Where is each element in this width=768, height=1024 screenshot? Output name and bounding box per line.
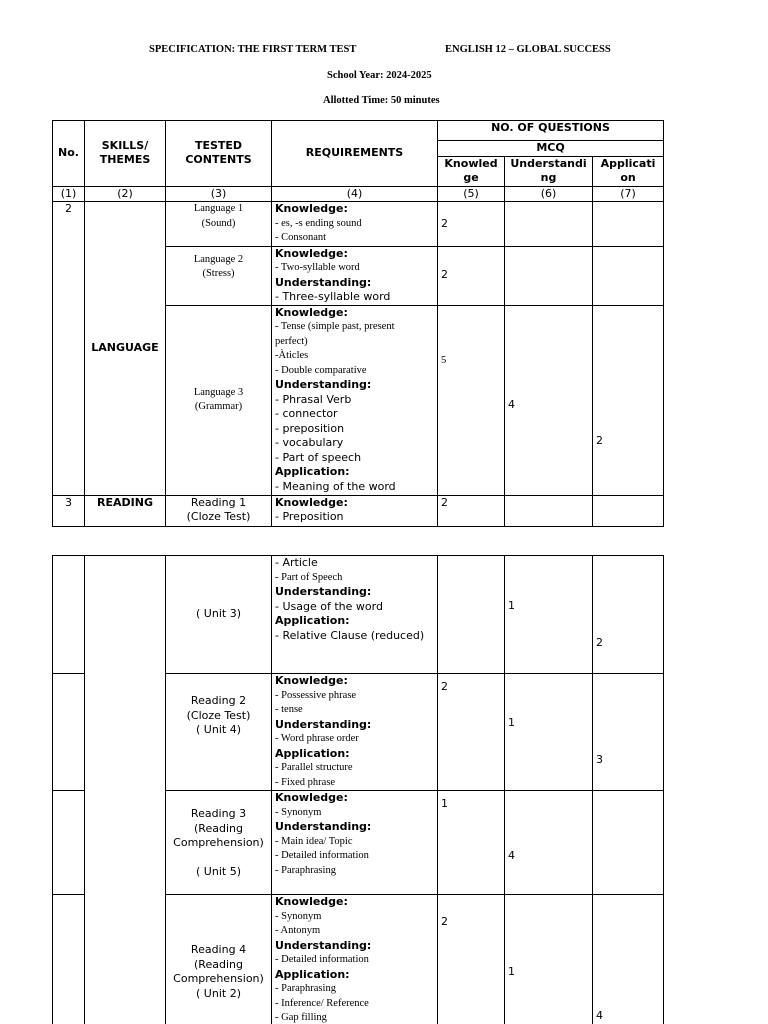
spec-title: SPECIFICATION: THE FIRST TERM TEST xyxy=(149,44,357,55)
col-number: (2) xyxy=(85,186,166,202)
requirements-cell: Knowledge: - Synonym Understanding: - Main idea/ Topic - Detailed information - Paraphrasing xyxy=(272,791,438,895)
understanding-count: 4 xyxy=(505,305,593,495)
application-count xyxy=(593,495,664,526)
specification-table-2 xyxy=(52,555,664,1024)
table-row xyxy=(53,495,664,526)
application-count: 2 xyxy=(593,305,664,495)
tested-content: Reading 2 (Cloze Test) ( Unit 4) xyxy=(166,674,272,791)
knowledge-count: 2 xyxy=(438,674,505,791)
row-no xyxy=(53,895,85,1024)
tested-content: Reading 3 (Reading Comprehension) ( Unit 5) xyxy=(166,791,272,895)
tested-content: ( Unit 3) xyxy=(166,556,272,674)
application-count xyxy=(593,202,664,247)
understanding-count xyxy=(505,246,593,305)
requirements-cell: Knowledge: - Preposition xyxy=(272,495,438,526)
skill-language: LANGUAGE xyxy=(85,202,166,496)
skill-reading: READING xyxy=(85,495,166,526)
specification-table-1 xyxy=(52,120,664,527)
col-no-header: No. xyxy=(53,121,85,187)
understanding-count: 1 xyxy=(505,895,593,1024)
table-row xyxy=(53,202,664,247)
col-number-row xyxy=(53,186,664,202)
subject-title: ENGLISH 12 – GLOBAL SUCCESS xyxy=(445,44,611,55)
knowledge-count: 2 xyxy=(438,202,505,247)
knowledge-count: 1 xyxy=(438,791,505,895)
col-number: (1) xyxy=(53,186,85,202)
requirements-cell: Knowledge: - Tense (simple past, present perfect) -Àticles - Double comparative Understanding: - Phrasal Verb - connector - preposition - vocabulary - Part of speech Application: - Meaning of the word xyxy=(272,305,438,495)
row-no: 2 xyxy=(53,202,85,496)
tested-content: Reading 4 (Reading Comprehension) ( Unit 2) xyxy=(166,895,272,1024)
col-application-header: Applicati on xyxy=(593,156,664,186)
col-understanding-header: Understandi ng xyxy=(505,156,593,186)
requirements-cell: Knowledge: - Possessive phrase - tense Understanding: - Word phrase order Application: - Parallel structure - Fixed phrase xyxy=(272,674,438,791)
table-row xyxy=(53,556,664,674)
understanding-count xyxy=(505,202,593,247)
understanding-count: 1 xyxy=(505,674,593,791)
col-requirements-header: REQUIREMENTS xyxy=(272,121,438,187)
knowledge-count: 5 xyxy=(438,305,505,495)
row-no xyxy=(53,791,85,895)
col-tested-header: TESTED CONTENTS xyxy=(166,121,272,187)
tested-content: Language 2 (Stress) xyxy=(166,246,272,305)
col-mcq-header: MCQ xyxy=(438,141,664,157)
knowledge-count: 2 xyxy=(438,246,505,305)
row-no xyxy=(53,674,85,791)
understanding-count: 1 xyxy=(505,556,593,674)
col-number: (6) xyxy=(505,186,593,202)
tested-content: Language 3 (Grammar) xyxy=(166,305,272,495)
tested-content: Reading 1 (Cloze Test) xyxy=(166,495,272,526)
application-count: 3 xyxy=(593,674,664,791)
understanding-count xyxy=(505,495,593,526)
application-count xyxy=(593,246,664,305)
knowledge-count: 2 xyxy=(438,895,505,1024)
application-count: 2 xyxy=(593,556,664,674)
understanding-count: 4 xyxy=(505,791,593,895)
row-no xyxy=(53,556,85,674)
col-number: (4) xyxy=(272,186,438,202)
school-year: School Year: 2024-2025 xyxy=(327,70,432,81)
requirements-cell: Knowledge: - Synonym - Antonym Understanding: - Detailed information Application: - Paraphrasing - Inference/ Reference - Gap filling xyxy=(272,895,438,1024)
knowledge-count: 2 xyxy=(438,495,505,526)
skill-cell xyxy=(85,556,166,1024)
tested-content: Language 1 (Sound) xyxy=(166,202,272,247)
col-no-questions-header: NO. OF QUESTIONS xyxy=(438,121,664,141)
requirements-cell: Knowledge: - es, -s ending sound - Consonant xyxy=(272,202,438,247)
col-number: (5) xyxy=(438,186,505,202)
col-number: (7) xyxy=(593,186,664,202)
col-knowledge-header: Knowled ge xyxy=(438,156,505,186)
header-row-1 xyxy=(53,121,664,141)
knowledge-count xyxy=(438,556,505,674)
application-count: 4 xyxy=(593,895,664,1024)
requirements-cell: - Article - Part of Speech Understanding: - Usage of the word Application: - Relative Clause (reduced) xyxy=(272,556,438,674)
application-count xyxy=(593,791,664,895)
row-no: 3 xyxy=(53,495,85,526)
requirements-cell: Knowledge: - Two-syllable word Understanding: - Three-syllable word xyxy=(272,246,438,305)
col-number: (3) xyxy=(166,186,272,202)
allotted-time: Allotted Time: 50 minutes xyxy=(323,95,440,106)
col-skills-header: SKILLS/ THEMES xyxy=(85,121,166,187)
